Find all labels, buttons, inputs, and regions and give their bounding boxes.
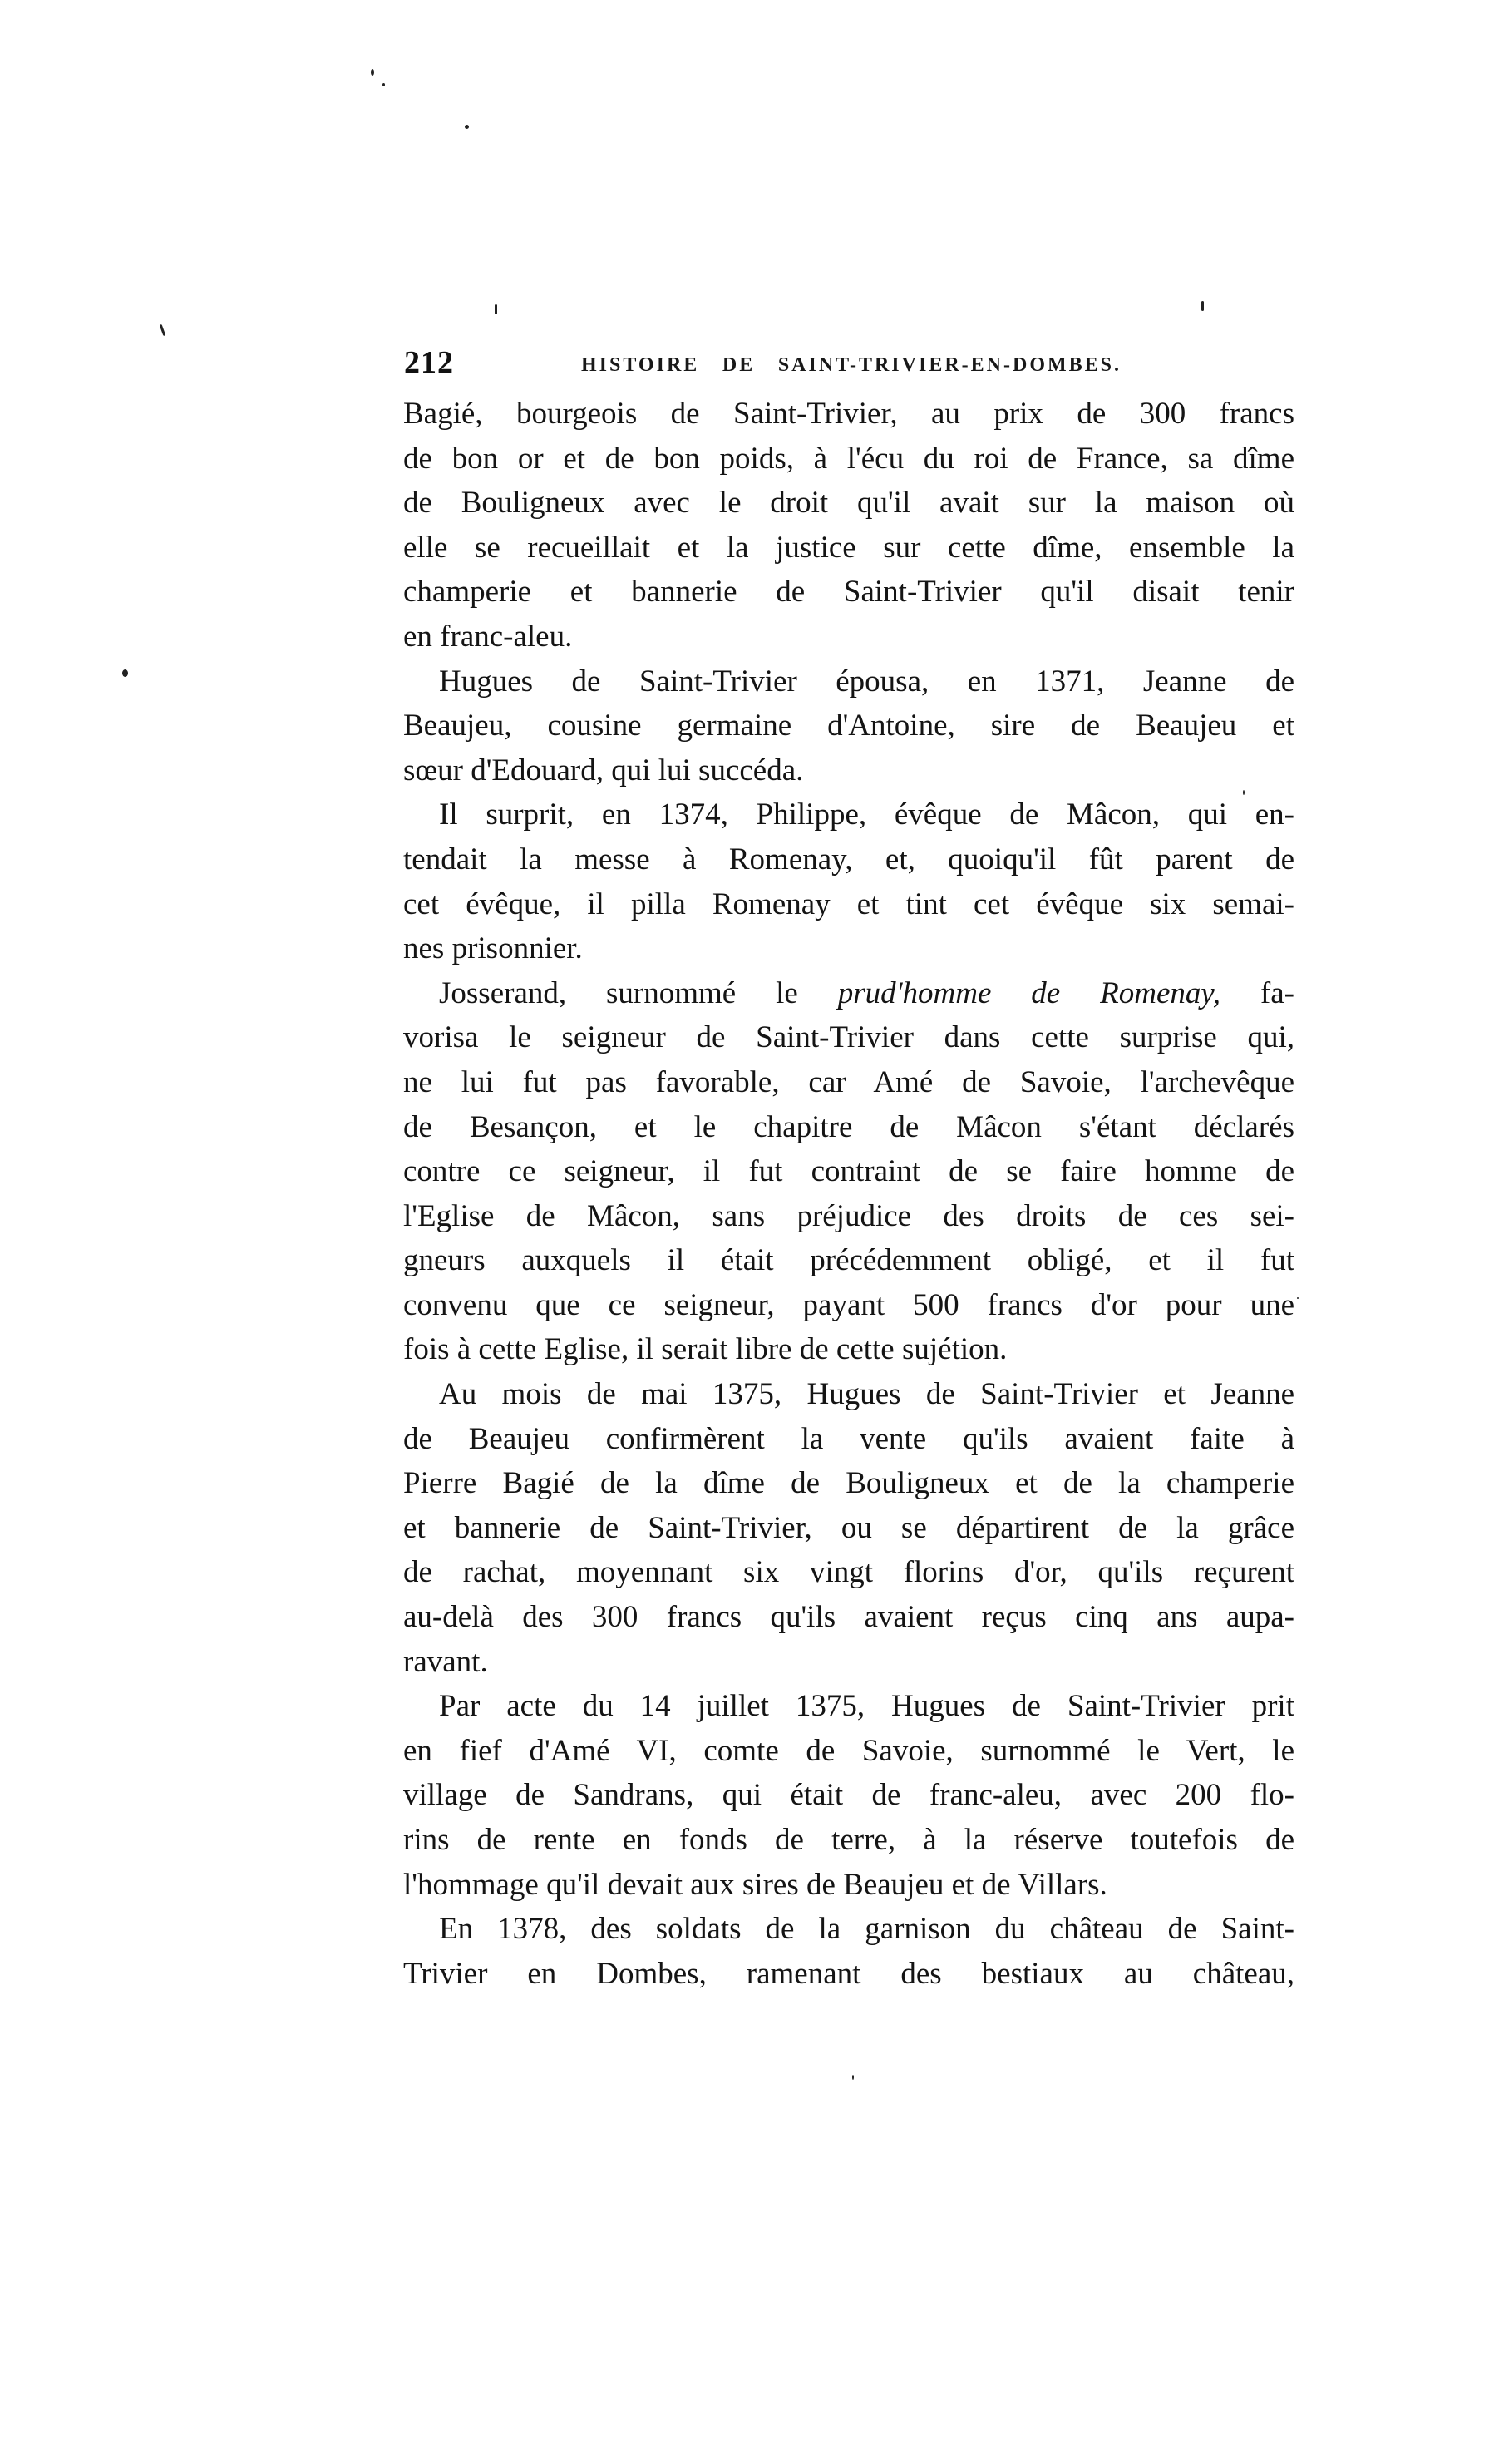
text-line: Trivier en Dombes, ramenant des bestiaux au château, — [403, 1956, 1294, 1991]
text-line: Par acte du 14 juillet 1375, Hugues de Saint-Trivier prit — [439, 1689, 1294, 1724]
text-line: nes prisonnier. — [403, 931, 583, 966]
text-line: En 1378, des soldats de la garnison du château de Saint- — [439, 1912, 1294, 1947]
text-run: Josserand, surnommé le — [439, 975, 838, 1010]
scan-speck — [465, 125, 469, 129]
paragraph — [403, 392, 1294, 659]
scan-speck — [1201, 301, 1204, 311]
text-line: de Beaujeu confirmèrent la vente qu'ils avaient faite à — [403, 1421, 1294, 1456]
scan-speck — [160, 324, 166, 336]
text-line: l'Eglise de Mâcon, sans préjudice des droits de ces sei- — [403, 1198, 1294, 1233]
text-line: en franc-aleu. — [403, 619, 573, 654]
text-line: village de Sandrans, qui était de franc-aleu, avec 200 flo- — [403, 1778, 1294, 1813]
text-line: l'hommage qu'il devait aux sires de Beaujeu et de Villars. — [403, 1867, 1107, 1902]
scan-speck — [1297, 1297, 1299, 1299]
scan-speck — [852, 2075, 854, 2080]
text-line: contre ce seigneur, il fut contraint de se faire homme de — [403, 1154, 1294, 1189]
scan-speck — [1243, 790, 1245, 795]
scan-speck — [371, 69, 374, 76]
paragraph — [403, 1372, 1294, 1684]
text-line: tendait la messe à Romenay, et, quoiqu'il fût parent de — [403, 842, 1294, 876]
text-line: elle se recueillait et la justice sur cette dîme, ensemble la — [403, 530, 1294, 565]
text-line: ravant. — [403, 1644, 488, 1679]
running-head-title: HISTOIRE DE SAINT-TRIVIER-EN-DOMBES. — [581, 354, 1122, 376]
page-number: 212 — [404, 345, 454, 380]
running-head — [404, 346, 1295, 379]
text-line: au-delà des 300 francs qu'ils avaient reçus cinq ans aupa- — [403, 1600, 1294, 1635]
text-line: Bagié, bourgeois de Saint-Trivier, au prix de 300 francs — [403, 397, 1294, 431]
text-line: Il surprit, en 1374, Philippe, évêque de Mâcon, qui en- — [439, 797, 1294, 832]
text-line: et bannerie de Saint-Trivier, ou se départirent de la grâce — [403, 1510, 1294, 1545]
text-line: Pierre Bagié de la dîme de Bouligneux et de la champerie — [403, 1466, 1294, 1501]
scan-speck — [382, 83, 385, 86]
text-line: sœur d'Edouard, qui lui succéda. — [403, 753, 804, 788]
text-line: Au mois de mai 1375, Hugues de Saint-Trivier et Jeanne — [439, 1377, 1294, 1412]
text-line: de Bouligneux avec le droit qu'il avait sur la maison où — [403, 486, 1294, 521]
text-line: de bon or et de bon poids, à l'écu du roi de France, sa dîme — [403, 441, 1294, 476]
text-line: vorisa le seigneur de Saint-Trivier dans cette surprise qui, — [403, 1020, 1294, 1055]
paragraph — [403, 793, 1294, 970]
text-line: convenu que ce seigneur, payant 500 francs d'or pour une — [403, 1287, 1294, 1322]
paragraph — [403, 1907, 1294, 1996]
text-run: fa- — [1220, 975, 1294, 1010]
text-line: rins de rente en fonds de terre, à la réserve toutefois de — [403, 1823, 1294, 1857]
text-line: de Besançon, et le chapitre de Mâcon s'étant déclarés — [403, 1109, 1294, 1144]
text-line: champerie et bannerie de Saint-Trivier qu'il disait tenir — [403, 575, 1294, 610]
body-text — [403, 392, 1294, 1996]
text-line: gneurs auxquels il était précédemment obligé, et il fut — [403, 1243, 1294, 1278]
paragraph — [403, 971, 1294, 1372]
text-line: cet évêque, il pilla Romenay et tint cet évêque six semai- — [403, 886, 1294, 921]
italic-phrase: prud'homme de Romenay, — [837, 975, 1221, 1010]
scan-speck — [495, 304, 497, 314]
text-line: Hugues de Saint-Trivier épousa, en 1371, Jeanne de — [439, 664, 1294, 699]
text-line — [403, 971, 1294, 1016]
text-line: ne lui fut pas favorable, car Amé de Savoie, l'archevêque — [403, 1064, 1294, 1099]
text-line: Beaujeu, cousine germaine d'Antoine, sire de Beaujeu et — [403, 709, 1294, 743]
scan-speck — [122, 669, 128, 677]
paragraph — [403, 659, 1294, 793]
text-line: en fief d'Amé VI, comte de Savoie, surnommé le Vert, le — [403, 1733, 1294, 1768]
paragraph — [403, 1684, 1294, 1907]
text-line: fois à cette Eglise, il serait libre de cette sujétion. — [403, 1332, 1008, 1367]
text-line: de rachat, moyennant six vingt florins d'or, qu'ils reçurent — [403, 1555, 1294, 1590]
